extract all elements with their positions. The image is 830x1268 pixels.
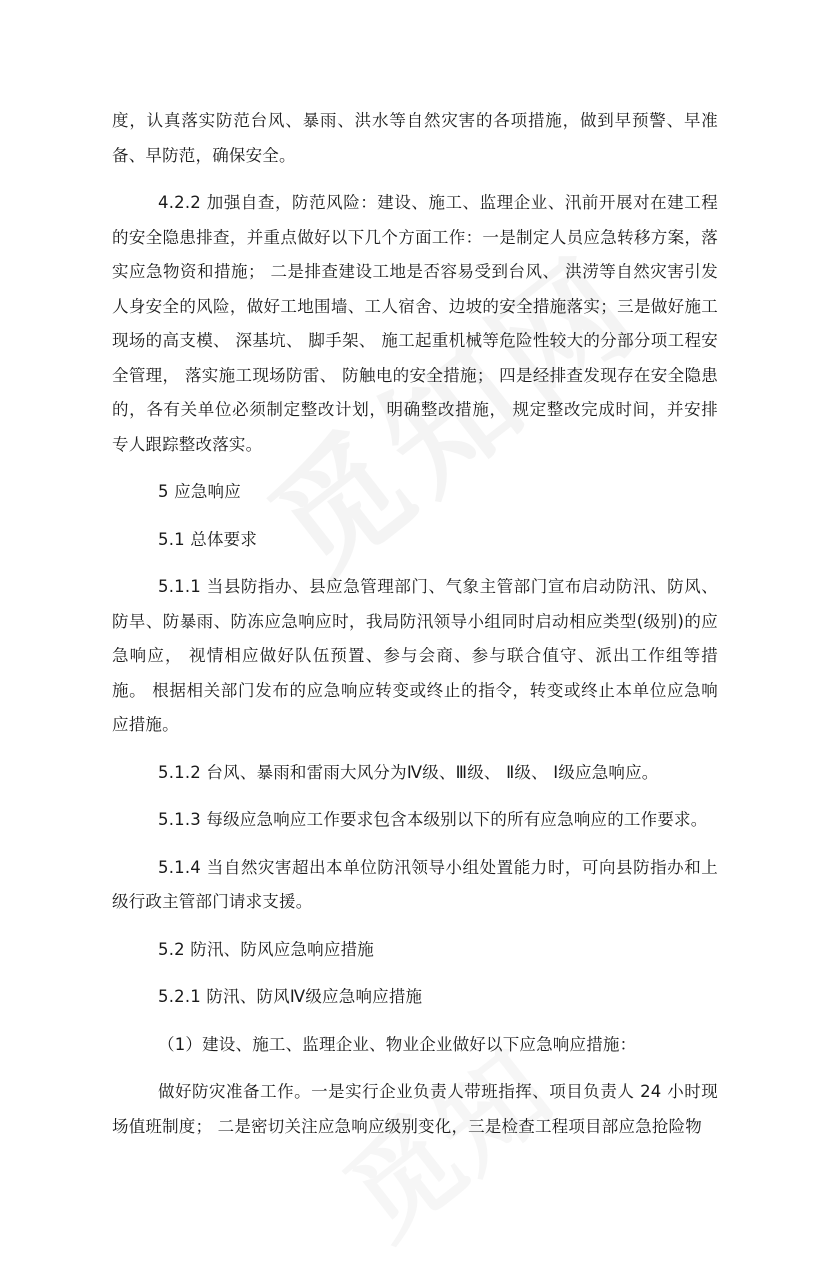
heading-5-2-1: 5.2.1 防汛、防风Ⅳ级应急响应措施 bbox=[158, 987, 423, 1006]
paragraph-5-1-4: 5.1.4 当自然灾害超出本单位防汛领导小组处置能力时，可向县防指办和上级行政主管部门请求支援。 bbox=[112, 857, 718, 911]
paragraph-5-1-1: 5.1.1 当县防指办、县应急管理部门、气象主管部门宣布启动防汛、防风、防旱、防暴雨、防冻应急响应时，我局防汛领导小组同时启动相应类型(级别)的应急响应， 视情相应做好队伍预置、参与会商、参与联合值守、派出工作组等措施。 根据相关部门发布的应急响应转变或终止的指令，转变或终止本单位应急响应措施。 bbox=[112, 577, 718, 734]
list-item-1: （1）建设、施工、监理企业、物业企业做好以下应急响应措施： bbox=[158, 1034, 637, 1054]
heading-5: 5 应急响应 bbox=[158, 482, 241, 501]
document-body bbox=[112, 104, 718, 1144]
paragraph-5-1-2: 5.1.2 台风、暴雨和雷雨大风分为Ⅳ级、Ⅲ级、 Ⅱ级、 Ⅰ级应急响应。 bbox=[158, 762, 659, 782]
paragraph-preparation: 做好防灾准备工作。一是实行企业负责人带班指挥、项目负责人 24 小时现场值班制度； 二是密切关注应急响应级别变化，三是检查工程项目部应急抢险物 bbox=[112, 1082, 718, 1136]
paragraph-5-1-3: 5.1.3 每级应急响应工作要求包含本级别以下的所有应急响应的工作要求。 bbox=[158, 810, 708, 829]
heading-5-2: 5.2 防汛、防风应急响应措施 bbox=[158, 939, 374, 959]
heading-5-1: 5.1 总体要求 bbox=[158, 529, 258, 549]
paragraph-continuation: 度，认真落实防范台风、暴雨、洪水等自然灾害的各项措施，做到早预警、早准备、早防范，确保安全。 bbox=[112, 111, 718, 165]
paragraph-4-2-2: 4.2.2 加强自查，防范风险：建设、施工、监理企业、汛前开展对在建工程的安全隐患排查，并重点做好以下几个方面工作：一是制定人员应急转移方案，落实应急物资和措施； 二是排查建设工地是否容易受到台风、 洪涝等自然灾害引发人身安全的风险，做好工地围墙、工人宿舍、边坡的安全措施落实；三是做好施工现场的高支模、 深基坑、 脚手架、 施工起重机械等危险性较大的分部分项工程安全管理， 落实施工现场防雷、 防触电的安全措施； 四是经排查发现存在安全隐患的，各有关单位必须制定整改计划，明确整改措施， 规定整改完成时间，并安排专人跟踪整改落实。 bbox=[112, 193, 718, 454]
